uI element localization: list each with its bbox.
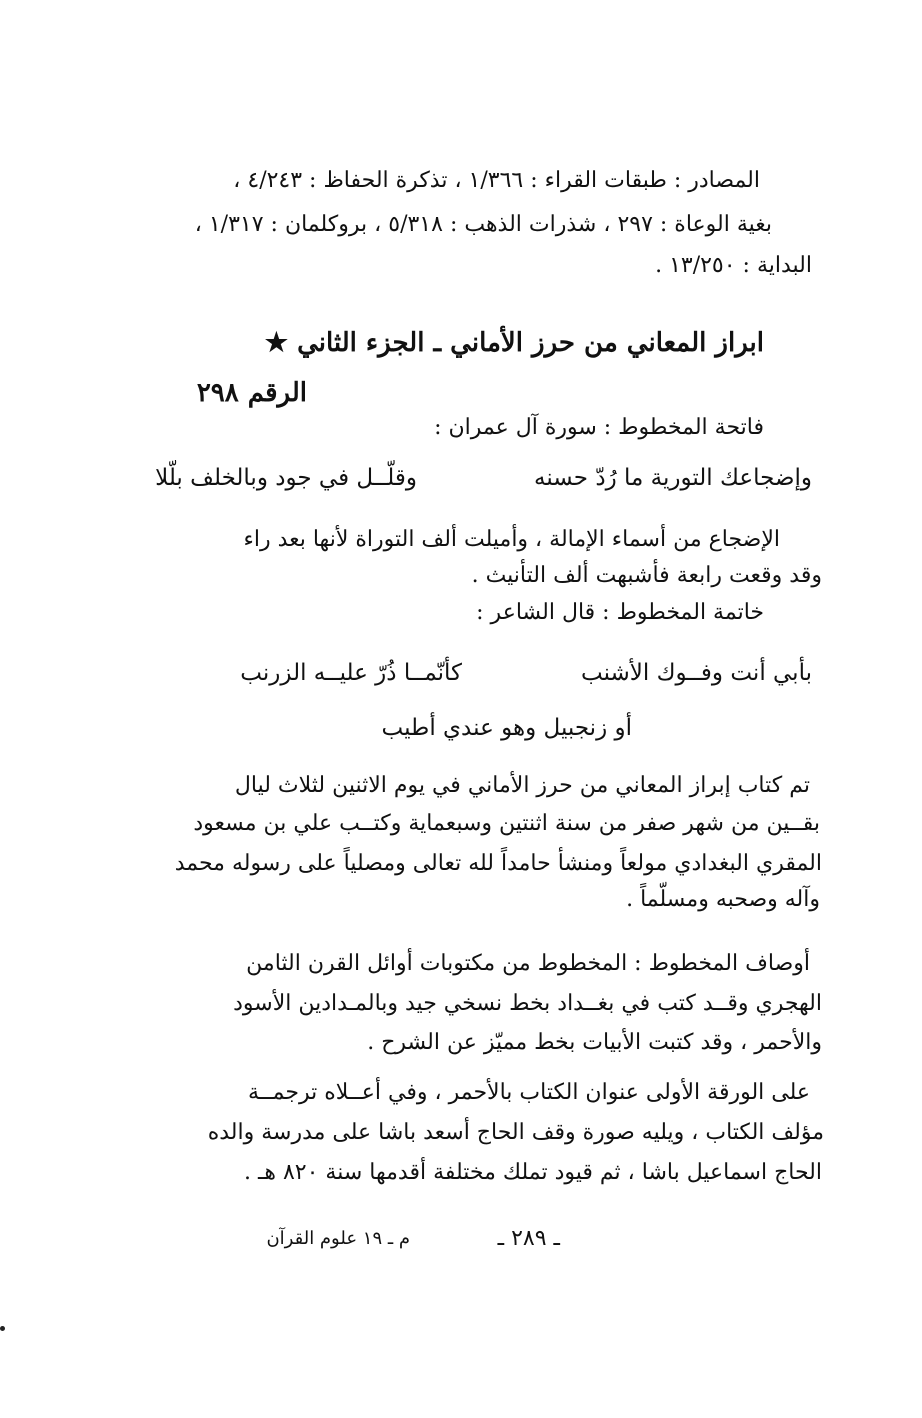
page-number: ـ ٢٨٩ ـ — [497, 1226, 560, 1251]
opening-commentary-2: وقد وقعت رابعة فأشبهت ألف التأنيث . — [471, 563, 822, 588]
closing-verse-end: أو زنجبيل وهو عندي أطيب — [381, 715, 632, 741]
sources-line-1: المصادر : طبقات القراء : ١/٣٦٦ ، تذكرة الحفاظ : ٤/٢٤٣ ، — [233, 168, 760, 193]
colophon-line-4: وآله وصحبه ومسلّماً . — [626, 887, 820, 912]
colophon-line-1: تم كتاب إبراز المعاني من حرز الأماني في يوم الاثنين لثلاث ليال — [234, 773, 810, 798]
closing-label: خاتمة المخطوط : قال الشاعر : — [476, 600, 764, 625]
description-line-3: والأحمر ، وقد كتبت الأبيات بخط مميّز عن الشرح . — [367, 1030, 822, 1055]
sources-line-2: بغية الوعاة : ٢٩٧ ، شذرات الذهب : ٥/٣١٨ ، بروكلمان : ١/٣١٧ ، — [194, 212, 772, 237]
description-line-2: الهجري وقــد كتب في بغــداد بخط نسخي جيد وبالمـدادين الأسود — [233, 991, 822, 1016]
colophon-line-3: المقري البغدادي مولعاً ومنشأ حامداً لله تعالى ومصلياً على رسوله محمد — [174, 851, 822, 876]
manuscript-number: الرقم ٢٩٨ — [196, 378, 307, 408]
description-line-1: أوصاف المخطوط : المخطوط من مكتوبات أوائل القرن الثامن — [246, 951, 810, 976]
opening-verse-first-hemistich: وإضجاعك التورية ما رُدّ حسنه — [534, 465, 812, 491]
colophon-line-2: بقــين من شهر صفر من سنة اثنتين وسبعماية وكتــب علي بن مسعود — [193, 811, 820, 836]
closing-verse-second-hemistich: كأنّمــا ذُرّ عليــه الزرنب — [240, 660, 462, 686]
opening-commentary-1: الإضجاع من أسماء الإمالة ، وأميلت ألف التوراة لأنها بعد راء — [243, 527, 780, 552]
notes-line-2: مؤلف الكتاب ، ويليه صورة وقف الحاج أسعد باشا على مدرسة والده — [207, 1120, 824, 1145]
closing-verse-first-hemistich: بأبي أنت وفــوك الأشنب — [580, 660, 812, 686]
notes-line-3: الحاج اسماعيل باشا ، ثم قيود تملك مختلفة أقدمها سنة ٨٢٠ هـ . — [243, 1160, 822, 1185]
sources-line-3: البداية : ١٣/٢٥٠ . — [655, 253, 812, 278]
book-title: ابراز المعاني من حرز الأماني ـ الجزء الثاني ★ — [264, 328, 764, 358]
opening-label: فاتحة المخطوط : سورة آل عمران : — [434, 415, 764, 440]
scan-speck — [0, 1326, 5, 1331]
notes-line-1: على الورقة الأولى عنوان الكتاب بالأحمر ، وفي أعــلاه ترجمــة — [248, 1080, 810, 1105]
opening-verse-second-hemistich: وقلّــل في جود وبالخلف بلّلا — [155, 465, 417, 491]
signature-mark: م ـ ١٩ علوم القرآن — [266, 1228, 410, 1249]
